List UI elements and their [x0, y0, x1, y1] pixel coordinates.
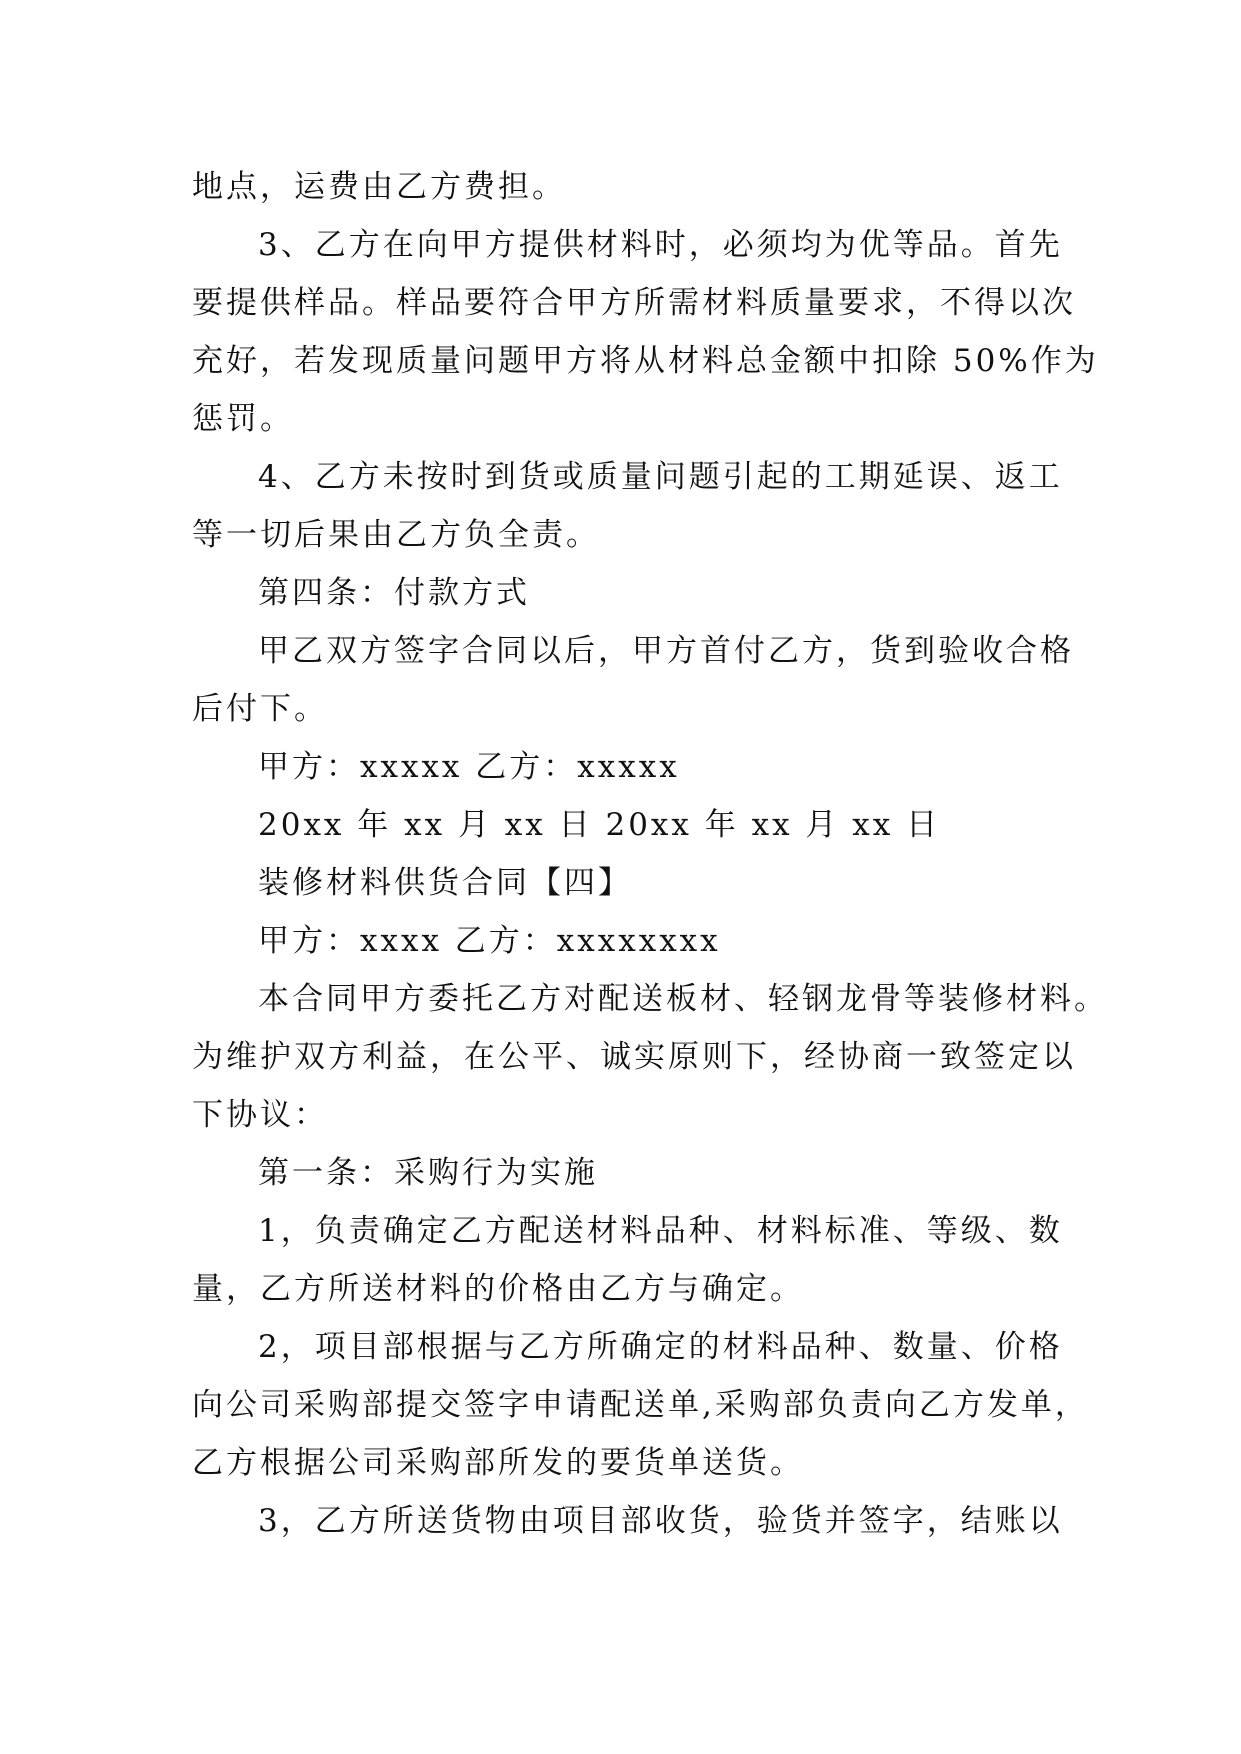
text-line: 要提供样品。样品要符合甲方所需材料质量要求，不得以次	[192, 285, 1076, 321]
text-line: 3、乙方在向甲方提供材料时，必须均为优等品。首先	[258, 227, 1063, 263]
text-line: 量，乙方所送材料的价格由乙方与确定。	[192, 1271, 804, 1307]
text-line: 充好，若发现质量问题甲方将从材料总金额中扣除 50%作为	[192, 343, 1099, 379]
text-line: 2，项目部根据与乙方所确定的材料品种、数量、价格	[258, 1329, 1063, 1365]
text-line: 1，负责确定乙方配送材料品种、材料标准、等级、数	[258, 1213, 1063, 1249]
section-heading: 第一条：采购行为实施	[258, 1155, 598, 1191]
text-line: 4、乙方未按时到货或质量问题引起的工期延误、返工	[258, 459, 1063, 495]
text-line: 甲乙双方签字合同以后，甲方首付乙方，货到验收合格	[258, 633, 1074, 669]
text-line: 为维护双方利益，在公平、诚实原则下，经协商一致签定以	[192, 1039, 1076, 1075]
section-heading: 第四条：付款方式	[258, 575, 530, 611]
party-line: 甲方：xxxxx 乙方：xxxxx	[258, 749, 680, 785]
text-line: 本合同甲方委托乙方对配送板材、轻钢龙骨等装修材料。	[258, 981, 1108, 1017]
text-line: 向公司采购部提交签字申请配送单,采购部负责向乙方发单，	[192, 1387, 1089, 1423]
text-line: 地点，运费由乙方费担。	[192, 169, 566, 205]
contract-title: 装修材料供货合同【四】	[258, 865, 632, 901]
text-line: 后付下。	[192, 691, 328, 727]
text-line: 等一切后果由乙方负全责。	[192, 517, 600, 553]
document-body	[192, 158, 1108, 1550]
text-line: 下协议：	[192, 1097, 328, 1133]
text-line: 乙方根据公司采购部所发的要货单送货。	[192, 1445, 804, 1481]
party-line: 甲方：xxxx 乙方：xxxxxxxx	[258, 923, 721, 959]
text-line: 惩罚。	[192, 401, 294, 437]
date-line: 20xx 年 xx 月 xx 日 20xx 年 xx 月 xx 日	[258, 807, 941, 843]
text-line: 3，乙方所送货物由项目部收货，验货并签字，结账以	[258, 1503, 1063, 1539]
